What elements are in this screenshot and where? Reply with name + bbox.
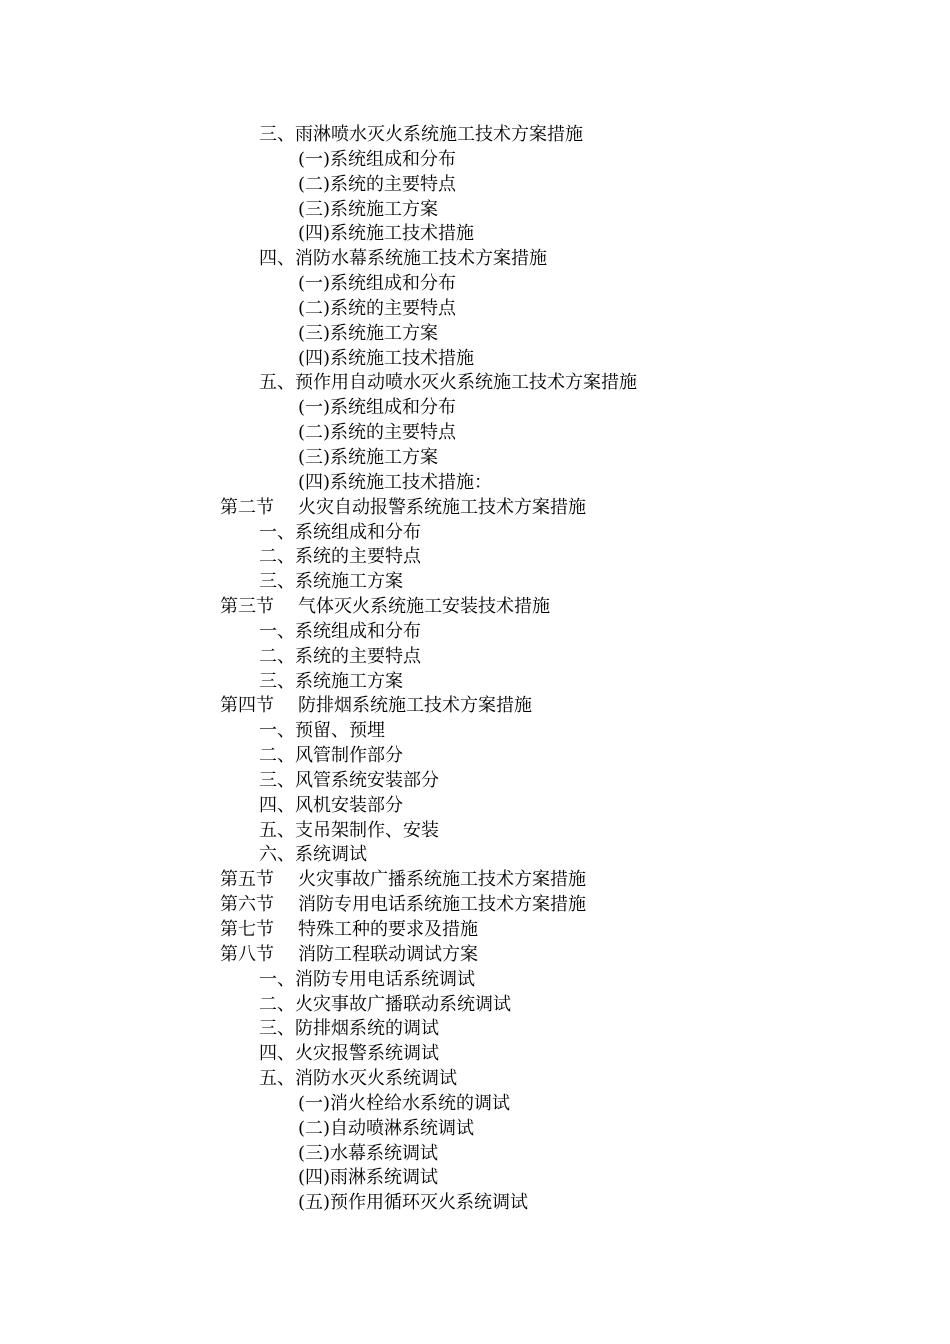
section-number: 第二节 xyxy=(220,496,274,518)
toc-subitem: (四)雨淋系统调试 xyxy=(298,1167,439,1189)
toc-item: 五、消防水灭火系统调试 xyxy=(259,1068,457,1090)
toc-item: 四、火灾报警系统调试 xyxy=(259,1043,439,1065)
toc-subitem: (二)系统的主要特点 xyxy=(298,422,457,444)
toc-item: 一、系统组成和分布 xyxy=(259,620,421,642)
toc-subitem: (一)系统组成和分布 xyxy=(298,397,457,419)
table-of-contents xyxy=(0,123,950,1216)
section-number: 第七节 xyxy=(220,919,274,940)
toc-subitem: (三)水幕系统调试 xyxy=(298,1142,439,1164)
toc-item: 二、风管制作部分 xyxy=(259,745,403,767)
section-title: 火灾自动报警系统施工技术方案措施 xyxy=(298,496,586,518)
toc-item: 三、系统施工方案 xyxy=(259,670,403,692)
toc-subitem: (四)系统施工技术措施： xyxy=(298,471,493,493)
toc-item: 三、系统施工方案 xyxy=(259,571,403,593)
toc-item: 一、消防专用电话系统调试 xyxy=(259,968,475,990)
toc-subitem: (三)系统施工方案 xyxy=(298,446,439,468)
toc-subitem: (一)消火栓给水系统的调试 xyxy=(298,1092,511,1114)
toc-item: 六、系统调试 xyxy=(259,844,367,866)
toc-subitem: (二)系统的主要特点 xyxy=(298,297,457,319)
toc-subitem: (五)预作用循环灭火系统调试 xyxy=(298,1192,529,1214)
toc-item: 四、风机安装部分 xyxy=(259,794,403,816)
section-number: 第五节 xyxy=(220,869,274,891)
toc-item: 一、预留、预埋 xyxy=(259,720,385,742)
toc-item: 一、系统组成和分布 xyxy=(259,521,421,543)
toc-item: 三、雨淋喷水灭火系统施工技术方案措施 xyxy=(259,124,583,145)
section-title: 气体灭火系统施工安装技术措施 xyxy=(298,596,550,618)
toc-item: 二、系统的主要特点 xyxy=(259,546,421,568)
section-title: 火灾事故广播系统施工技术方案措施 xyxy=(298,869,586,891)
toc-subitem: (三)系统施工方案 xyxy=(298,198,439,220)
section-number: 第八节 xyxy=(220,943,274,965)
toc-subitem: (一)系统组成和分布 xyxy=(298,148,457,170)
toc-item: 三、风管系统安装部分 xyxy=(259,769,439,791)
toc-subitem: (四)系统施工技术措施 xyxy=(298,347,475,369)
toc-subitem: (二)系统的主要特点 xyxy=(298,173,457,195)
toc-section-entry xyxy=(0,918,950,943)
section-title: 特殊工种的要求及措施 xyxy=(298,919,478,940)
toc-item: 二、系统的主要特点 xyxy=(259,645,421,667)
section-title: 消防工程联动调试方案 xyxy=(298,943,478,965)
toc-item: 三、防排烟系统的调试 xyxy=(259,1018,439,1040)
toc-subitem: (三)系统施工方案 xyxy=(298,322,439,344)
toc-section-entry xyxy=(0,868,950,893)
section-title: 防排烟系统施工技术方案措施 xyxy=(298,695,532,717)
section-number: 第三节 xyxy=(220,596,274,618)
toc-section-entry xyxy=(0,694,950,719)
section-number: 第四节 xyxy=(220,695,274,717)
toc-item: 五、支吊架制作、安装 xyxy=(259,819,439,841)
toc-section-entry xyxy=(0,496,950,521)
toc-subitem: (二)自动喷淋系统调试 xyxy=(298,1117,475,1139)
section-title: 消防专用电话系统施工技术方案措施 xyxy=(298,894,586,916)
toc-item: 二、火灾事故广播联动系统调试 xyxy=(259,993,511,1015)
toc-item: 四、消防水幕系统施工技术方案措施 xyxy=(259,248,547,270)
toc-section-entry xyxy=(0,893,950,918)
toc-section-entry xyxy=(0,943,950,968)
toc-item: 五、预作用自动喷水灭火系统施工技术方案措施 xyxy=(259,372,637,394)
section-number: 第六节 xyxy=(220,894,274,916)
toc-subitem: (四)系统施工技术措施 xyxy=(298,223,475,245)
toc-section-entry xyxy=(0,595,950,620)
toc-subitem: (一)系统组成和分布 xyxy=(298,273,457,295)
